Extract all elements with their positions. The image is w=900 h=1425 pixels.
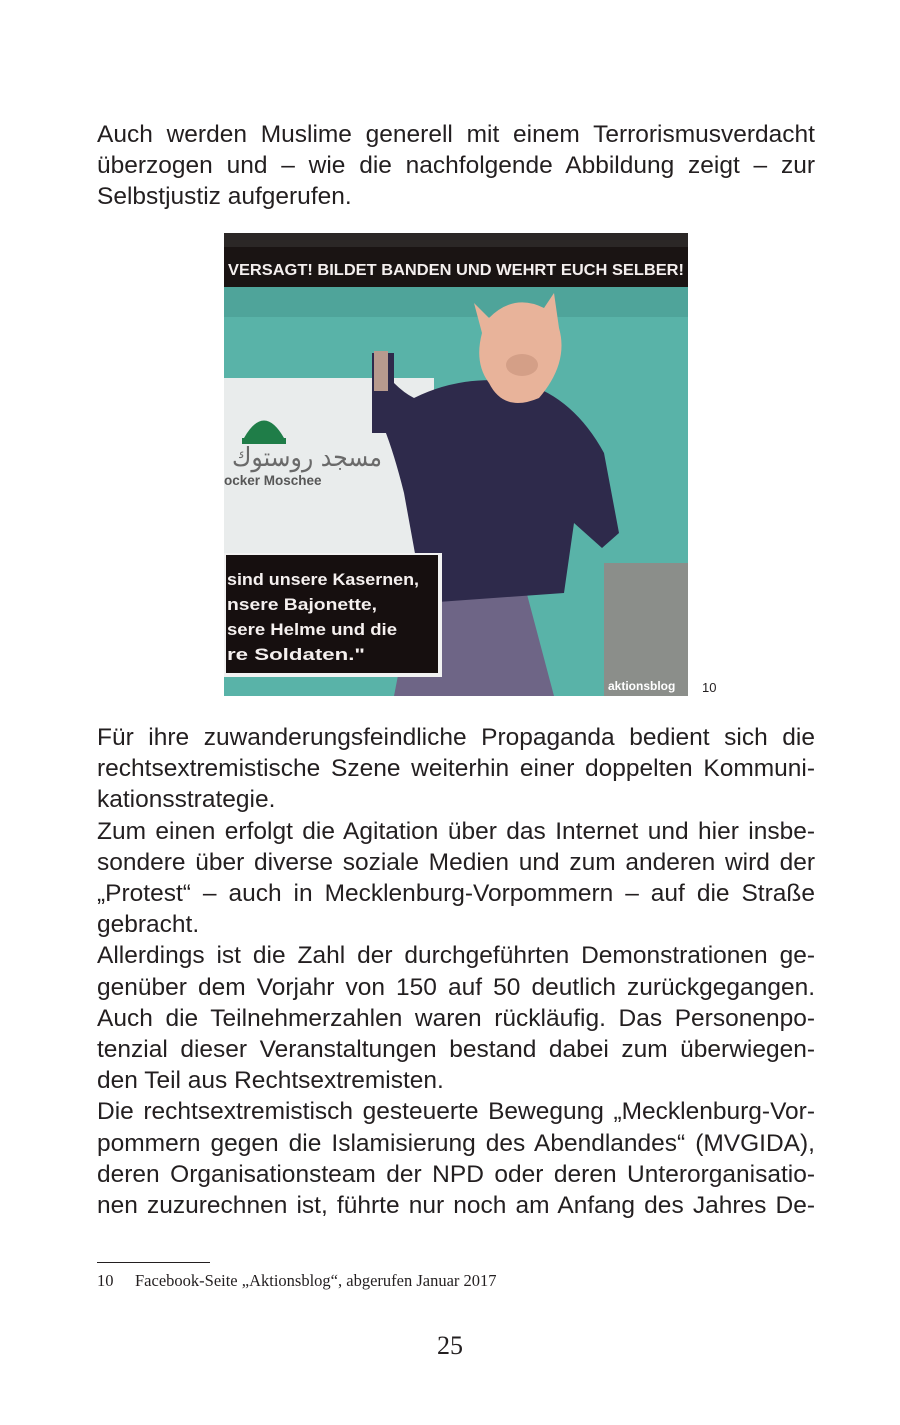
text-line: Zum einen erfolgt die Agitation über das Internet und hier insbe- xyxy=(97,817,815,845)
text-line: tenzial dieser Veranstaltungen bestand dabei zum überwiegen- xyxy=(97,1036,815,1064)
banner-text: VERSAGT! BILDET BANDEN UND WEHRT EUCH SELBER! xyxy=(228,262,684,279)
pig-snout xyxy=(506,354,538,376)
quote-line: sere Helme und die xyxy=(227,620,397,639)
propaganda-image xyxy=(224,233,688,696)
top-strip xyxy=(224,233,688,247)
text-line: nen zuzurechnen ist, führte nur noch am Anfang des Jahres De- xyxy=(97,1192,815,1220)
quote-line: sind unsere Kasernen, xyxy=(227,570,419,589)
text-line: gebracht. xyxy=(97,911,200,939)
text-line: sondere über diverse soziale Medien und zum anderen wird der xyxy=(97,848,815,876)
hand xyxy=(374,351,388,391)
footnote-divider xyxy=(97,1262,210,1263)
text-line: pommern gegen die Islamisierung des Abendlandes“ (MVGIDA), xyxy=(97,1129,815,1157)
text-line: „Protest“ – auch in Mecklenburg-Vorpommern – auf die Straße xyxy=(97,880,815,908)
footnote xyxy=(97,1271,497,1291)
text-line: den Teil aus Rechtsextremisten. xyxy=(97,1067,444,1095)
wall-shade xyxy=(224,287,688,317)
quote-line: re Soldaten." xyxy=(227,645,365,664)
text-line: Auch werden Muslime generell mit einem Terrorismusverdacht xyxy=(97,121,815,148)
body-paragraph xyxy=(97,722,815,1221)
page-number: 25 xyxy=(437,1331,463,1360)
quote-line: nsere Bajonette, xyxy=(227,595,377,614)
text-line: kationsstrategie. xyxy=(97,786,276,814)
text-line: Auch die Teilnehmerzahlen waren rückläufig. Das Personenpo- xyxy=(97,1004,815,1032)
footnote-number: 10 xyxy=(97,1271,114,1290)
text-line: überzogen und – wie die nachfolgende Abbildung zeigt – zur xyxy=(97,152,815,180)
text-line: rechtsextremistische Szene weiterhin einer doppelten Kommuni- xyxy=(97,755,815,783)
footnote-text: Facebook-Seite „Aktionsblog“, abgerufen Januar 2017 xyxy=(135,1271,497,1290)
footnote-marker[interactable]: 10 xyxy=(702,680,717,695)
text-line: Allerdings ist die Zahl der durchgeführten Demonstrationen ge- xyxy=(97,942,815,970)
watermark: aktionsblog xyxy=(608,679,676,693)
text-line: deren Organisationsteam der NPD oder deren Unterorganisatio- xyxy=(97,1160,815,1188)
sign-text: ocker Moschee xyxy=(224,473,322,488)
garden-fence xyxy=(604,563,688,696)
sign-arabic: مسجد روستوك xyxy=(232,443,382,473)
text-line: Selbstjustiz aufgerufen. xyxy=(97,183,352,211)
intro-paragraph xyxy=(97,119,815,213)
text-line: Für ihre zuwanderungsfeindliche Propaganda bedient sich die xyxy=(97,724,815,751)
text-line: genüber dem Vorjahr von 150 auf 50 deutlich zurückgegangen. xyxy=(97,973,815,1001)
text-line: Die rechtsextremistisch gesteuerte Bewegung „Mecklenburg-Vor- xyxy=(97,1098,815,1126)
